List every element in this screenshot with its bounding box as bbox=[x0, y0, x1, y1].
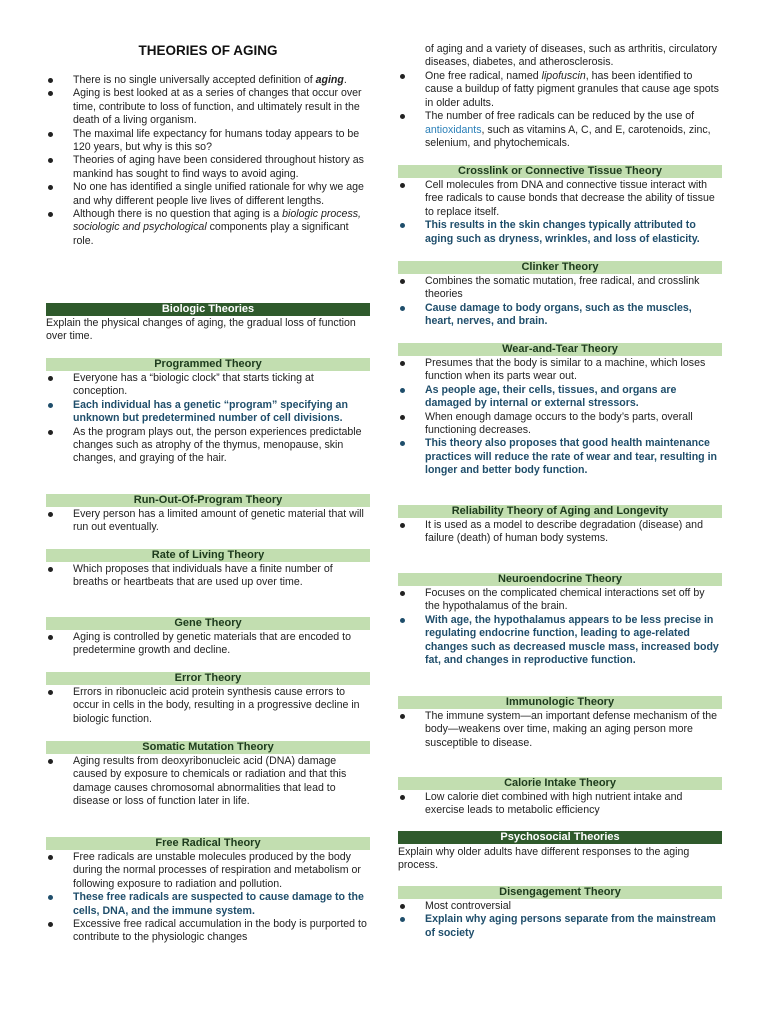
neuroendocrine-list bbox=[398, 587, 722, 667]
list-item: Explain why aging persons separate from the mainstream of society bbox=[398, 913, 722, 940]
list-item: The immune system—an important defense mechanism of the body—weakens over time, making an aging person more susceptible to disease. bbox=[398, 710, 722, 750]
section-header-gene: Gene Theory bbox=[46, 617, 370, 630]
free-radical-continued: of aging and a variety of diseases, such as arthritis, circulatory diseases, diabetes, and atherosclerosis. bbox=[425, 43, 718, 69]
section-header-immunologic: Immunologic Theory bbox=[398, 696, 722, 709]
section-header-programmed: Programmed Theory bbox=[46, 358, 370, 371]
list-item: Which proposes that individuals have a finite number of breaths or heartbeats that are used up over time. bbox=[46, 563, 370, 590]
section-header-clinker: Clinker Theory bbox=[398, 261, 722, 274]
run-out-list bbox=[46, 508, 370, 535]
section-header-disengagement: Disengagement Theory bbox=[398, 886, 722, 899]
rate-of-living-list bbox=[46, 563, 370, 590]
list-item: Theories of aging have been considered throughout history as mankind has sought to find ways to avoid aging. bbox=[46, 154, 370, 181]
section-header-neuroendocrine: Neuroendocrine Theory bbox=[398, 573, 722, 586]
section-header-error: Error Theory bbox=[46, 672, 370, 685]
programmed-list bbox=[46, 372, 370, 466]
list-item: Excessive free radical accumulation in the body is purported to contribute to the physiologic changes bbox=[46, 918, 370, 945]
section-header-run-out: Run-Out-Of-Program Theory bbox=[46, 494, 370, 507]
list-item: It is used as a model to describe degradation (disease) and failure (death) of human body systems. bbox=[398, 519, 722, 546]
page-title: THEORIES OF AGING bbox=[138, 43, 278, 58]
list-item: This results in the skin changes typically attributed to aging such as dryness, wrinkles, and loss of elasticity. bbox=[398, 219, 722, 246]
list-item: Presumes that the body is similar to a machine, which loses function when its parts wear out. bbox=[398, 357, 722, 384]
immunologic-list bbox=[398, 710, 722, 750]
section-description: Explain why older adults have different responses to the aging process. bbox=[398, 846, 690, 872]
list-item: Each individual has a genetic “program” specifying an unknown but predetermined number of cell divisions. bbox=[46, 399, 370, 426]
list-item: Focuses on the complicated chemical interactions set off by the hypothalamus of the brain. bbox=[398, 587, 722, 614]
list-item: Combines the somatic mutation, free radical, and crosslink theories bbox=[398, 275, 722, 302]
section-description: Explain the physical changes of aging, the gradual loss of function over time. bbox=[46, 317, 356, 343]
list-item: The maximal life expectancy for humans today appears to be 120 years, but why is this so? bbox=[46, 128, 370, 155]
list-item: When enough damage occurs to the body’s parts, overall functioning decreases. bbox=[398, 411, 722, 438]
list-item: As the program plays out, the person experiences predictable changes such as atrophy of the thymus, menopause, skin changes, and graying of the hair. bbox=[46, 426, 370, 466]
somatic-mutation-list bbox=[46, 755, 370, 809]
section-header-somatic-mutation: Somatic Mutation Theory bbox=[46, 741, 370, 754]
list-item: Aging is best looked at as a series of changes that occur over time, contribute to loss of function, and ultimately result in the death of a living organism. bbox=[46, 87, 370, 127]
section-header-crosslink: Crosslink or Connective Tissue Theory bbox=[398, 165, 722, 178]
list-item: Although there is no question that aging is a biologic process, sociologic and psychological components play a significant role. bbox=[46, 208, 370, 248]
reliability-list bbox=[398, 519, 722, 546]
list-item: As people age, their cells, tissues, and organs are damaged by internal or external stressors. bbox=[398, 384, 722, 411]
list-item: Everyone has a “biologic clock” that starts ticking at conception. bbox=[46, 372, 370, 399]
crosslink-list bbox=[398, 179, 722, 246]
list-item: There is no single universally accepted definition of aging. bbox=[46, 74, 370, 87]
section-header-free-radical: Free Radical Theory bbox=[46, 837, 370, 850]
intro-list bbox=[46, 74, 370, 248]
calorie-intake-list bbox=[398, 791, 722, 818]
disengagement-list bbox=[398, 900, 722, 940]
list-item: Every person has a limited amount of genetic material that will run out eventually. bbox=[46, 508, 370, 535]
list-item: No one has identified a single unified rationale for why we age and why different people live lives of different lengths. bbox=[46, 181, 370, 208]
free-radical-list bbox=[46, 851, 370, 945]
clinker-list bbox=[398, 275, 722, 329]
free-radical-continued-list bbox=[398, 70, 722, 150]
error-list bbox=[46, 686, 370, 726]
antioxidants-link[interactable]: antioxidants bbox=[425, 123, 482, 136]
list-item: These free radicals are suspected to cause damage to the cells, DNA, and the immune system. bbox=[46, 891, 370, 918]
section-header-wear-and-tear: Wear-and-Tear Theory bbox=[398, 343, 722, 356]
list-item: With age, the hypothalamus appears to be less precise in regulating endocrine function, leading to age-related changes such as decreased muscle mass, increased body fat, and changes in reproductive function. bbox=[398, 614, 722, 668]
section-header-psychosocial: Psychosocial Theories bbox=[398, 831, 722, 844]
section-header-reliability: Reliability Theory of Aging and Longevity bbox=[398, 505, 722, 518]
list-item: One free radical, named lipofuscin, has been identified to cause a buildup of fatty pigment granules that cause age spots in older adults. bbox=[398, 70, 722, 110]
list-item: Aging results from deoxyribonucleic acid (DNA) damage caused by exposure to chemicals or radiation and that this damage causes chromosomal abnormalities that lead to disease or loss of function later in life. bbox=[46, 755, 370, 809]
list-item: Aging is controlled by genetic materials that are encoded to predetermine growth and decline. bbox=[46, 631, 370, 658]
section-header-biologic: Biologic Theories bbox=[46, 303, 370, 316]
list-item: Low calorie diet combined with high nutrient intake and exercise leads to metabolic efficiency bbox=[398, 791, 722, 818]
section-header-rate-of-living: Rate of Living Theory bbox=[46, 549, 370, 562]
list-item: This theory also proposes that good health maintenance practices will reduce the rate of wear and tear, resulting in longer and better body function. bbox=[398, 437, 722, 477]
gene-list bbox=[46, 631, 370, 658]
section-header-calorie-intake: Calorie Intake Theory bbox=[398, 777, 722, 790]
list-item: Cell molecules from DNA and connective tissue interact with free radicals to cause bonds that decrease the ability of tissue to replace itself. bbox=[398, 179, 722, 219]
wear-and-tear-list bbox=[398, 357, 722, 478]
list-item: Free radicals are unstable molecules produced by the body during the normal processes of respiration and metabolism or following exposure to radiation and pollution. bbox=[46, 851, 370, 891]
list-item: Most controversial bbox=[398, 900, 722, 913]
list-item: Errors in ribonucleic acid protein synthesis cause errors to occur in cells in the body, resulting in a progressive decline in biologic function. bbox=[46, 686, 370, 726]
list-item: The number of free radicals can be reduced by the use of antioxidants, such as vitamins A, C, and E, carotenoids, zinc, selenium, and phytochemicals. bbox=[398, 110, 722, 150]
list-item: Cause damage to body organs, such as the muscles, heart, nerves, and brain. bbox=[398, 302, 722, 329]
